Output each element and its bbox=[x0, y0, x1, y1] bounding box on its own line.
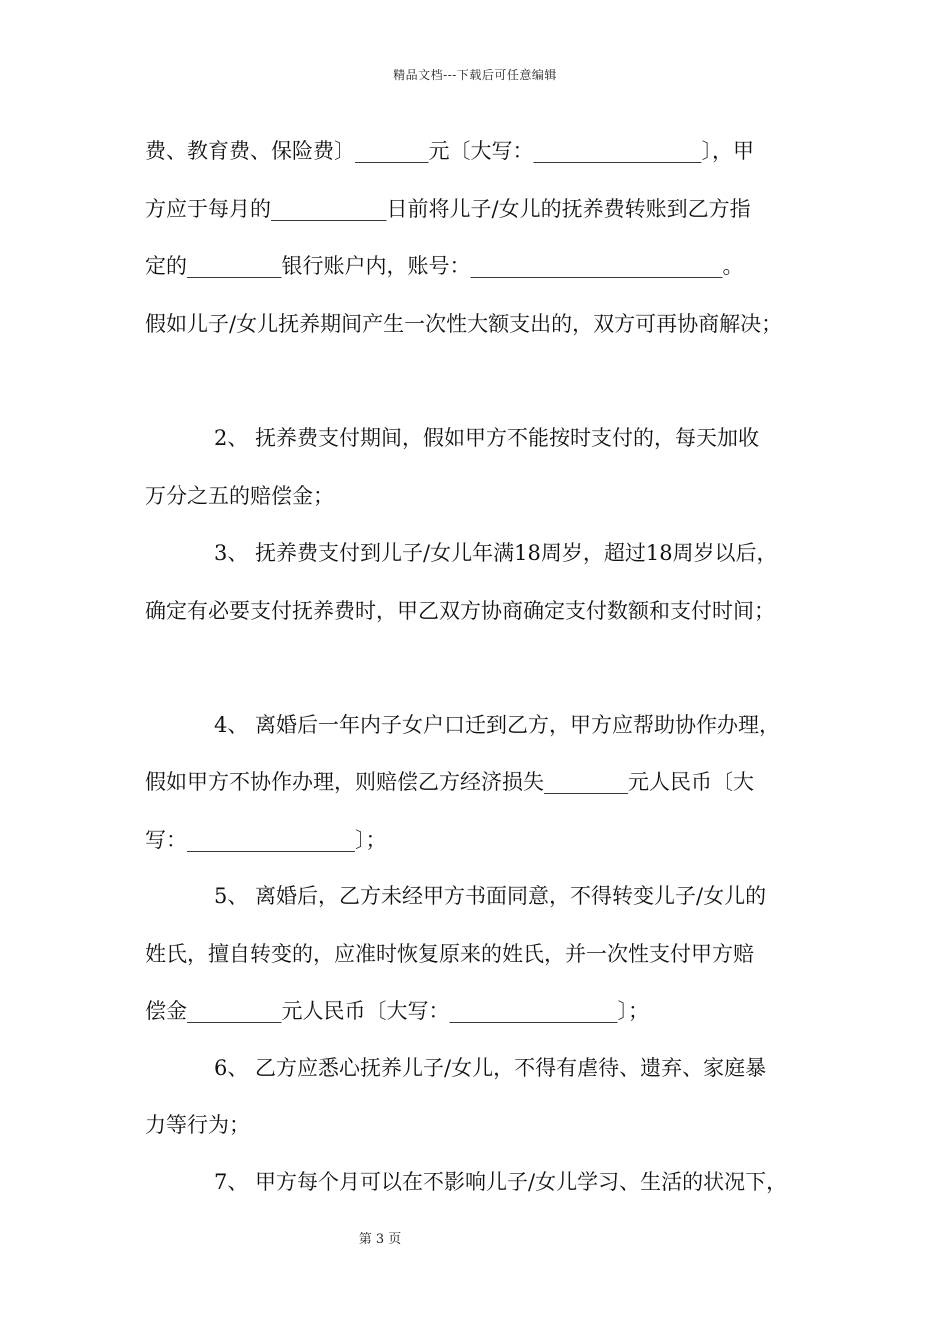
body-line: 方应于每月的___________日前将儿子/女儿的抚养费转账到乙方指 bbox=[145, 197, 751, 221]
clause-3-first-line: 3、 抚养费支付到儿子/女儿年满18周岁，超过18周岁以后， bbox=[214, 541, 778, 565]
body-line: 确定有必要支付抚养费时，甲乙双方协商确定支付数额和支付时间； bbox=[145, 599, 775, 623]
clause-5-first-line: 5、 离婚后，乙方未经甲方书面同意，不得转变儿子/女儿的 bbox=[214, 884, 767, 908]
page-number: 第 3 页 bbox=[358, 1232, 402, 1247]
body-line: 万分之五的赔偿金； bbox=[145, 484, 334, 508]
body-line: 假如甲方不协作办理，则赔偿乙方经济损失________元人民币〔大 bbox=[145, 770, 754, 794]
body-line: 定的_________银行账户内，账号：________________________。 bbox=[145, 254, 744, 278]
body-line: 费、教育费、保险费〕_______元〔大写：________________〕，甲 bbox=[145, 139, 754, 163]
body-line: 偿金_________元人民币〔大写：________________〕； bbox=[145, 999, 649, 1023]
page-header: 精品文档---下载后可任意编辑 bbox=[393, 68, 557, 82]
clause-6-first-line: 6、 乙方应悉心抚养儿子/女儿，不得有虐待、遗弃、家庭暴 bbox=[214, 1056, 767, 1080]
clause-4-first-line: 4、 离婚后一年内子女户口迁到乙方，甲方应帮助协作办理， bbox=[214, 713, 781, 737]
body-line: 力等行为； bbox=[145, 1113, 250, 1137]
body-line: 假如儿子/女儿抚养期间产生一次性大额支出的，双方可再协商解决； bbox=[145, 312, 783, 336]
clause-2-first-line: 2、 抚养费支付期间，假如甲方不能按时支付的，每天加收 bbox=[214, 426, 760, 450]
clause-7-first-line: 7、 甲方每个月可以在不影响儿子/女儿学习、生活的状况下， bbox=[214, 1170, 788, 1194]
body-line: 写：________________〕； bbox=[145, 828, 387, 852]
body-line: 姓氏，擅自转变的，应准时恢复原来的姓氏，并一次性支付甲方赔 bbox=[145, 942, 754, 966]
